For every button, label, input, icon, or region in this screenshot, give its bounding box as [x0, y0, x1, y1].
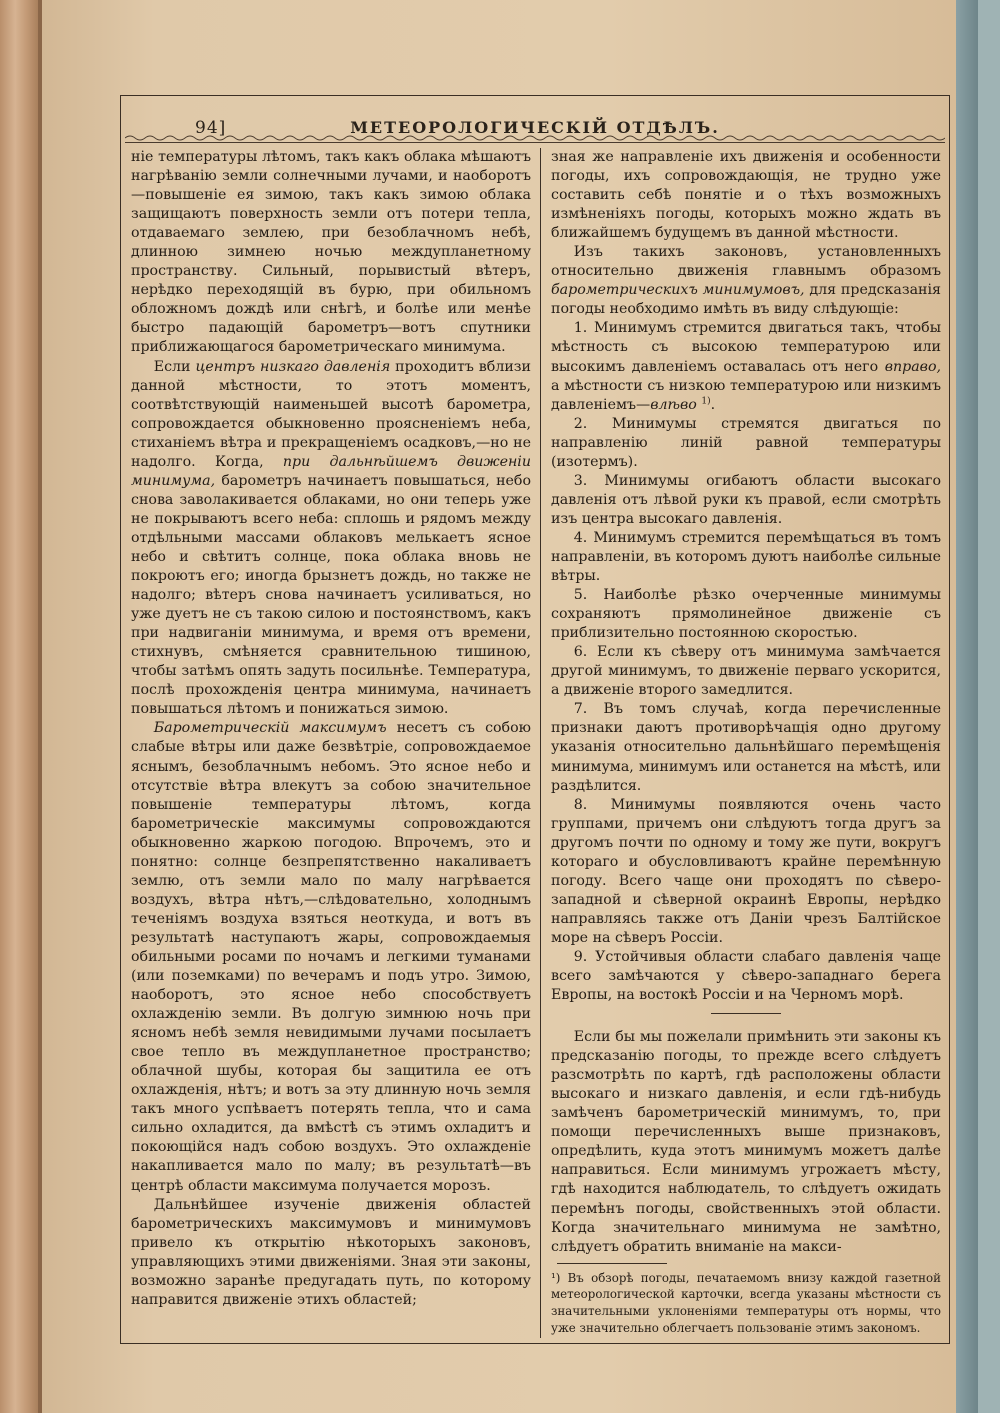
page-number: 94]: [195, 118, 227, 138]
page-header: [121, 106, 949, 138]
footnote-reference: 1): [701, 395, 711, 406]
ornamental-rule: [125, 134, 945, 143]
law-item-3: 3. Минимумы огибаютъ области высокаго давленія отъ лѣвой руки къ правой, если смотрѣть изъ центра высокаго давленія.: [551, 472, 941, 527]
left-paragraph-1: ніе температуры лѣтомъ, такъ какъ облака мѣшаютъ нагрѣванію земли солнечными лучами, и наоборотъ—повышеніе ея зимою, такъ какъ зимою облака защищаютъ поверхность земли отъ потери тепла, отдаваемаго землею, при безоблачномъ небѣ, длинною зимнею ночью междупланетному пространству. Сильный, порывистый вѣтеръ, нерѣдко переходящій въ бурю, при обильномъ обложномъ дождѣ или снѣгѣ, и болѣе или менѣе быстро падающій барометръ—вотъ спутники приближающагося барометрическаго минимума.: [131, 149, 531, 356]
law-item-5: 5. Наиболѣе рѣзко очерченные минимумы сохраняютъ прямолинейное движеніе съ приблизительно постоянною скоростью.: [551, 587, 941, 642]
law-item-8: 8. Минимумы появляются очень часто группами, причемъ они слѣдуютъ тогда другъ за другомъ почти по одному и тому же пути, вокругъ котораго и обусловливаютъ крайне перемѣнную погоду. Всего чаще они проходятъ по сѣверо-западной и сѣверной окраинѣ Европы, нерѣдко направляясь также отъ Даніи чрезъ Балтійское море на сѣверъ Россіи.: [551, 796, 941, 946]
law-item-6: 6. Если къ сѣверу отъ минимума замѣчается другой минимумъ, то движеніе перваго ускорится, а движеніе второго замедлится.: [551, 644, 941, 699]
right-paragraph-3: Если бы мы пожелали примѣнить эти законы къ предсказанію погоды, то прежде всего слѣдуетъ разсмотрѣть по картѣ, гдѣ расположены области высокаго и низкаго давленія, и если гдѣ-нибудь замѣченъ барометрическій минимумъ, то, при помощи перечисленныхъ выше признаковъ, опредѣлить, куда этотъ минимумъ можетъ далѣе направиться. Если минимумъ угрожаетъ мѣсту, гдѣ находится наблюдатель, то слѣдуетъ ожидать перемѣнъ погоды, свойственныхъ этой области. Когда значительнаго минимума не замѣтно, слѣдуетъ обратить вниманіе на макси-: [551, 1029, 941, 1255]
page-frame: [120, 95, 950, 1344]
column-divider: [540, 148, 541, 1338]
footnote: ¹) Въ обзорѣ погоды, печатаемомъ внизу каждой газетной метеорологической карточки, всегда указаны мѣстности съ значительными уклоненіями температуры отъ нормы, что уже значительно облегчаетъ пользованіе этимъ закономъ.: [551, 1270, 941, 1336]
running-title: МЕТЕОРОЛОГИЧЕСКІЙ ОТДѢЛЪ.: [350, 118, 720, 137]
section-separator: [711, 1013, 781, 1014]
left-paragraph-2: Если центръ низкаго давленія проходитъ вблизи данной мѣстности, то этотъ моментъ, соотвѣтствующій наименьшей высотѣ барометра, сопровождается обыкновенно проясненіемъ неба, стиханіемъ вѣтра и прекращеніемъ осадковъ,—но не надолго. Когда, при дальнѣйшемъ движеніи минимума, барометръ начинаетъ повышаться, небо снова заволакивается облаками, но они теперь уже не покрываютъ всего неба: сплошь и рядомъ между отдѣльными массами облаковъ мелькаетъ ясное небо и свѣтитъ солнце, пока облака вновь не покроютъ его; иногда брызнетъ дождь, но также не надолго; вѣтеръ снова начинаетъ усиливаться, но уже дуетъ не съ такою силою и постоянствомъ, какъ при надвиганіи минимума, и время отъ времени, стихнувъ, смѣняется сравнительною тишиною, чтобы затѣмъ опять задуть посильнѣе. Температура, послѣ прохожденія центра минимума, начинаетъ повышаться лѣтомъ и понижаться зимою.: [131, 358, 531, 718]
emphasis-barometric-maximum: Барометрическій максимумъ: [153, 720, 387, 737]
law-item-1: 1. Минимумъ стремится двигаться такъ, чтобы мѣстность съ высокою температурою или высокимъ давленіемъ оставалась отъ него вправо, а мѣстности съ низкою температурою или низкимъ давленіемъ—влѣво $^{1)}$.: [551, 320, 941, 413]
background-strip: [956, 0, 978, 1413]
left-column: [131, 148, 531, 1310]
right-paragraph-1: зная же направленіе ихъ движенія и особенности погоды, ихъ сопровождающія, не трудно уже составить себѣ понятіе и о тѣхъ возможныхъ измѣненіяхъ погоды, которыхъ можно ждать въ ближайшемъ будущемъ въ данной мѣстности.: [551, 149, 941, 242]
footnote-rule: [557, 1263, 667, 1264]
left-paragraph-3: Барометрическій максимумъ несетъ съ собою слабые вѣтры или даже безвѣтріе, сопровождаемое яснымъ, безоблачнымъ небомъ. Это ясное небо и отсутствіе вѣтра влекутъ за собою значительное повышеніе температуры лѣтомъ, когда барометрическіе максимумы сопровождаются обыкновенно жаркою погодою. Впрочемъ, это и понятно: солнце безпрепятственно накаливаетъ землю, отъ земли мало по малу нагрѣвается воздухъ, вѣтра нѣтъ,—слѣдовательно, холоднымъ теченіямъ воздуха взяться неоткуда, и вотъ въ результатѣ наступаютъ жары, сопровождаемыя обильными росами по ночамъ и легкими туманами (или поземками) по вечерамъ и подъ утро. Зимою, наоборотъ, это ясное небо способствуетъ охлажденію земли. Въ долгую зимнюю ночь при ясномъ небѣ земля невидимыми лучами посылаетъ свое тепло въ междупланетное пространство; облачной шубы, которая бы защитила ее отъ охлажденія, нѣтъ; и вотъ за эту длинную ночь земля такъ много успѣваетъ потерять тепла, что и сама сильно охладится, да вмѣстѣ съ этимъ охладитъ и покоющійся надъ собою воздухъ. Это охлажденіе накапливается мало по малу; въ результатѣ—въ центрѣ области максимума получается морозъ.: [131, 720, 531, 1194]
law-item-2: 2. Минимумы стремятся двигаться по направленію линій равной температуры (изотермъ).: [551, 415, 941, 470]
law-item-9: 9. Устойчивыя области слабаго давленія чаще всего замѣчаются у сѣверо-западнаго берега Европы, на востокѣ Россіи и на Черномъ морѣ.: [551, 948, 941, 1004]
law-item-4: 4. Минимумъ стремится перемѣщаться въ томъ направленіи, въ которомъ дуютъ наиболѣе сильные вѣтры.: [551, 529, 941, 585]
book-spine-edge: [0, 0, 38, 1413]
emphasis-low-pressure-center: центръ низкаго давленія: [195, 358, 391, 375]
right-column: [551, 148, 941, 1337]
emphasis-barometric-minima: барометрическихъ минимумовъ,: [551, 282, 805, 299]
emphasis-further-movement: при дальнѣйшемъ движеніи минимума,: [131, 453, 531, 489]
right-paragraph-2: Изъ такихъ законовъ, установленныхъ относительно движенія главнымъ образомъ барометрическихъ минимумовъ, для предсказанія погоды необходимо имѣть въ виду слѣдующіе:: [551, 244, 941, 318]
left-paragraph-4: Дальнѣйшее изученіе движенія областей барометрическихъ максимумовъ и минимумовъ привело къ открытію нѣкоторыхъ законовъ, управляющихъ этими движеніями. Зная эти законы, возможно заранѣе предугадать путь, по которому направится движеніе этихъ областей;: [131, 1196, 531, 1308]
law-item-7: 7. Въ томъ случаѣ, когда перечисленные признаки даютъ противорѣчащія одно другому указанія относительно дальнѣйшаго перемѣщенія минимума, минимумъ или останется на мѣстѣ, или раздѣлится.: [551, 701, 941, 794]
